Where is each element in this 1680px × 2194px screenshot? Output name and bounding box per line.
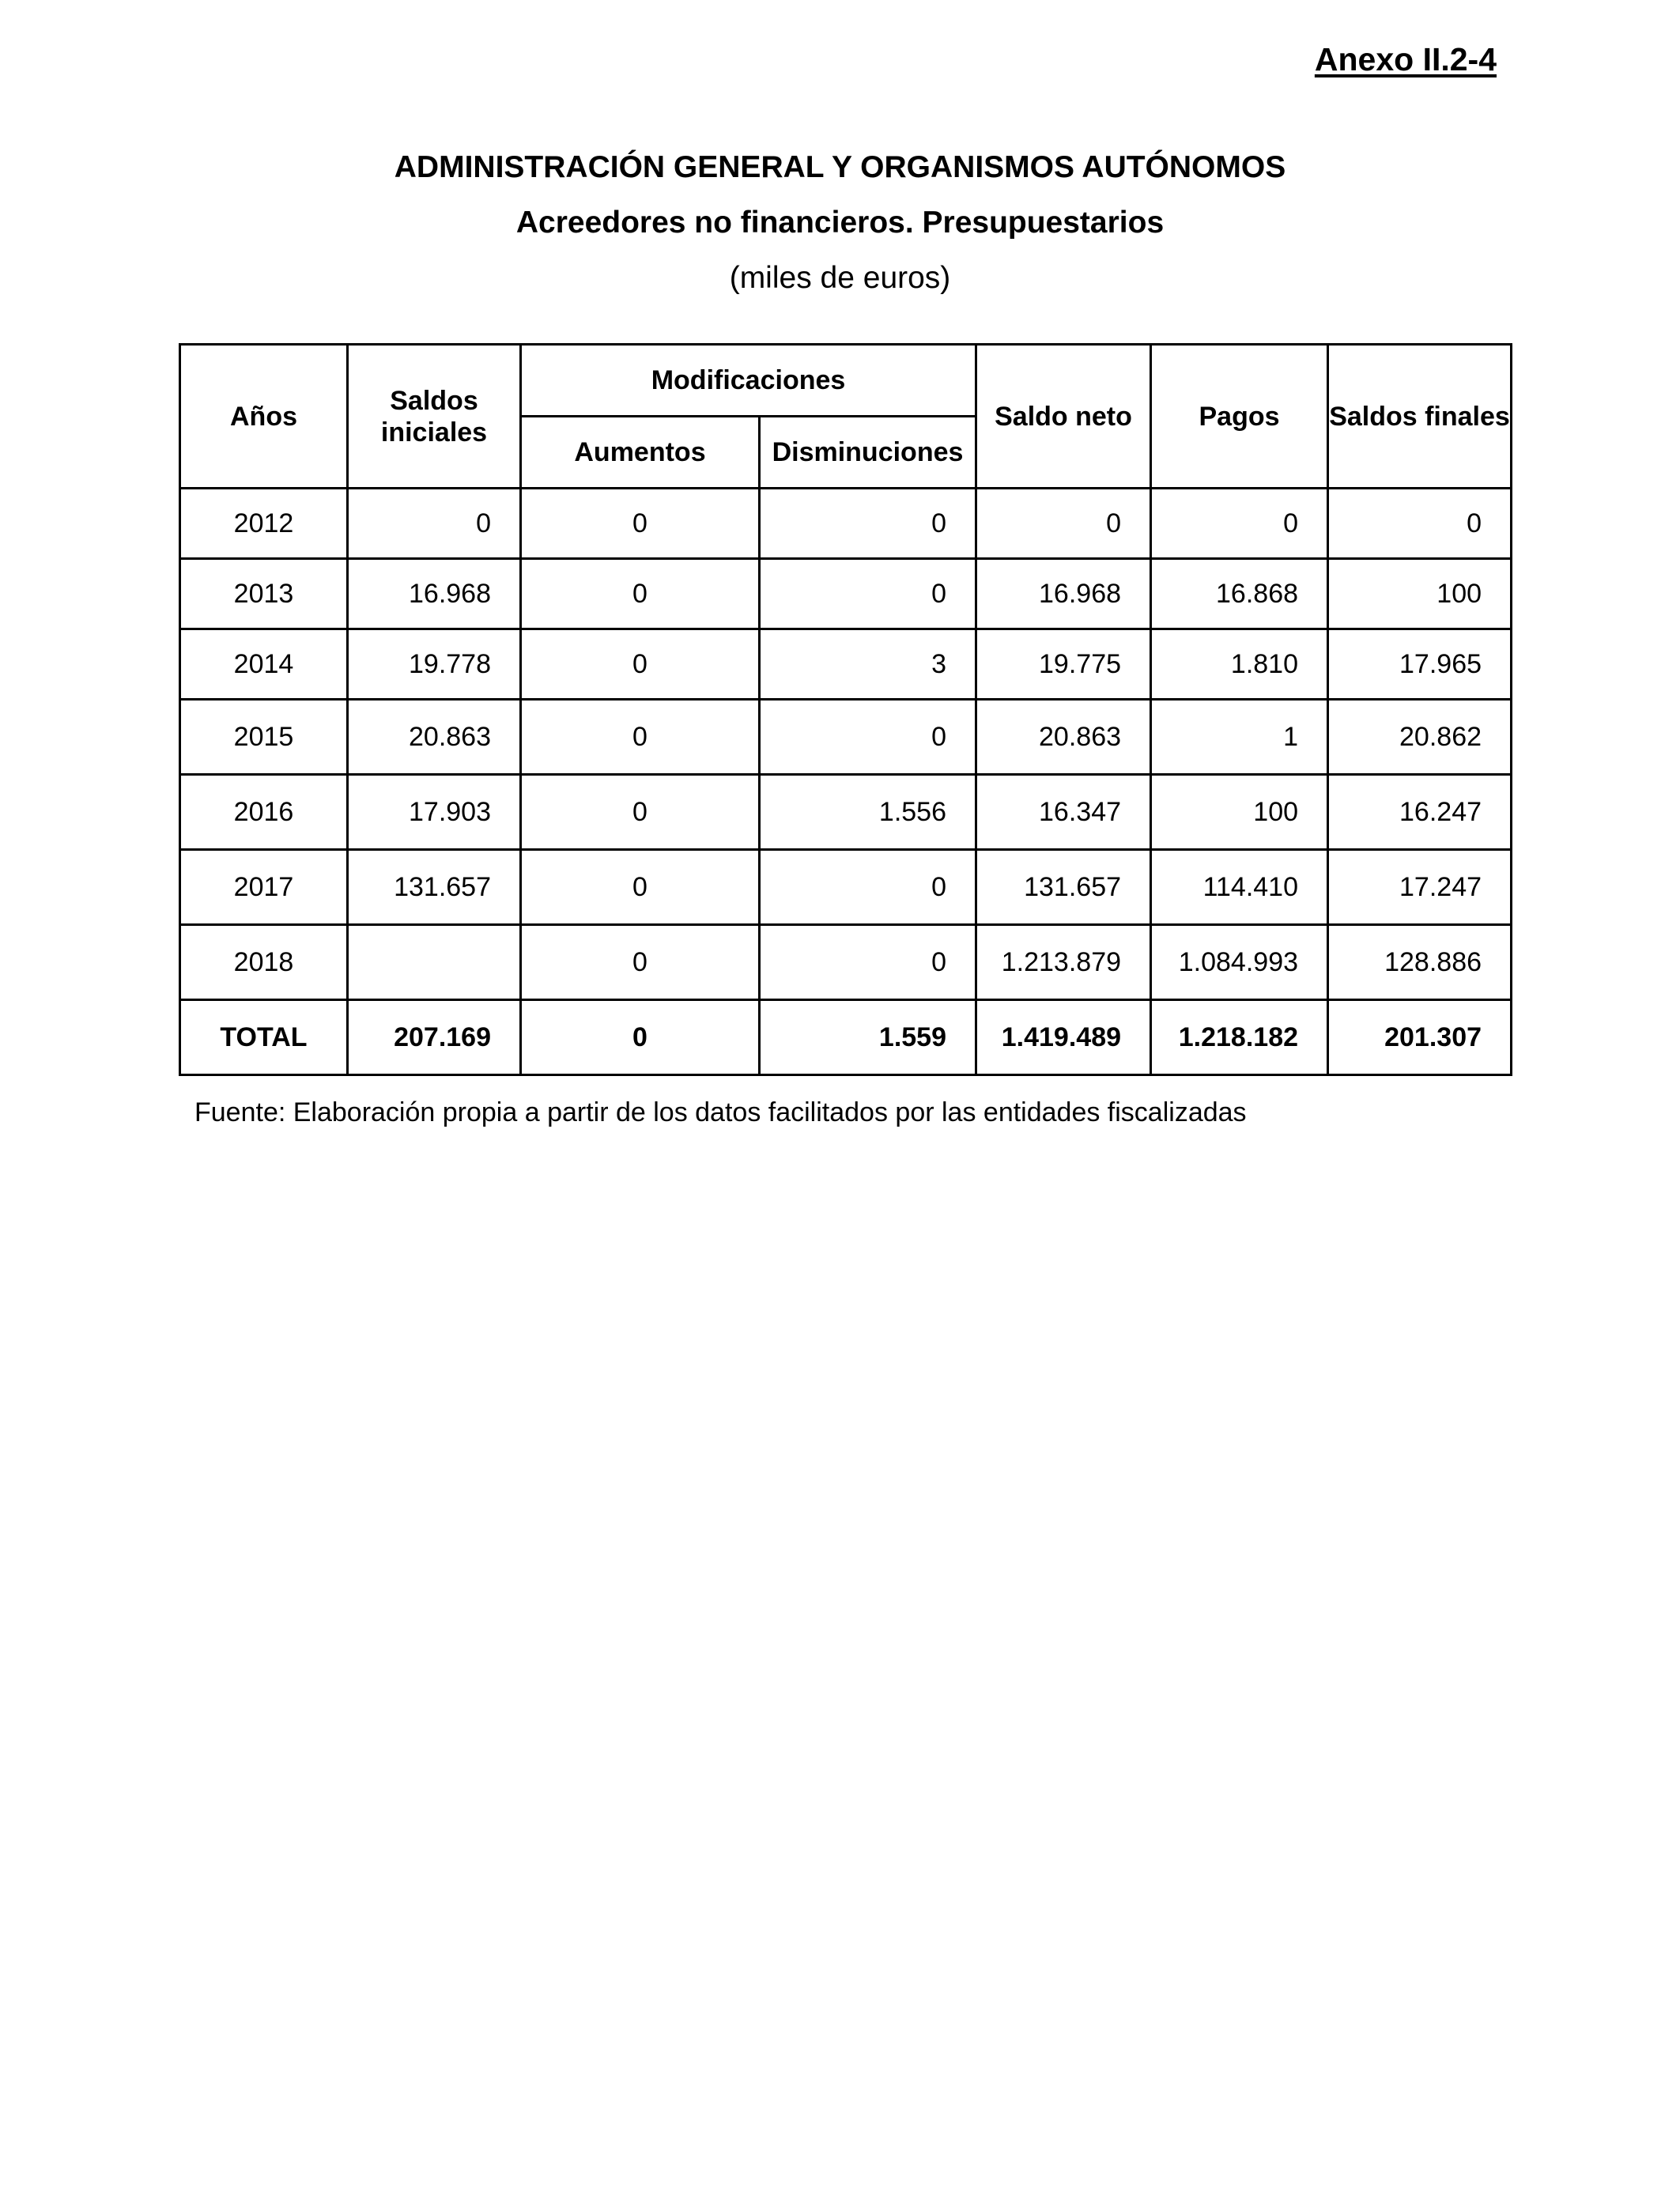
cell-saldos-iniciales — [348, 925, 521, 1000]
table-row — [180, 925, 1512, 1000]
annex-label: Anexo II.2-4 — [1314, 41, 1497, 77]
cell-year: 2017 — [180, 850, 348, 925]
cell-total-saldos-iniciales: 207.169 — [348, 1000, 521, 1075]
cell-saldos-iniciales: 20.863 — [348, 700, 521, 775]
cell-disminuciones: 3 — [760, 629, 976, 700]
cell-aumentos: 0 — [521, 559, 760, 629]
cell-pagos: 16.868 — [1151, 559, 1328, 629]
cell-aumentos: 0 — [521, 700, 760, 775]
cell-aumentos: 0 — [521, 489, 760, 559]
header-saldo-neto: Saldo neto — [976, 345, 1151, 489]
units-note: (miles de euros) — [729, 261, 951, 295]
cell-saldo-neto: 19.775 — [976, 629, 1151, 700]
cell-saldo-neto: 131.657 — [976, 850, 1151, 925]
cell-total-saldo-neto: 1.419.489 — [976, 1000, 1151, 1075]
cell-year: 2012 — [180, 489, 348, 559]
cell-aumentos: 0 — [521, 925, 760, 1000]
header-saldos-finales: Saldos finales — [1328, 345, 1512, 489]
header-years: Años — [180, 345, 348, 489]
cell-total-label: TOTAL — [180, 1000, 348, 1075]
cell-saldos-iniciales: 16.968 — [348, 559, 521, 629]
header-pagos: Pagos — [1151, 345, 1328, 489]
cell-saldos-iniciales: 19.778 — [348, 629, 521, 700]
table-row — [180, 629, 1512, 700]
header-aumentos: Aumentos — [521, 417, 760, 489]
cell-pagos: 0 — [1151, 489, 1328, 559]
header-saldos-iniciales: Saldos iniciales — [348, 345, 521, 489]
cell-total-pagos: 1.218.182 — [1151, 1000, 1328, 1075]
cell-total-saldos-finales: 201.307 — [1328, 1000, 1512, 1075]
cell-pagos: 1.810 — [1151, 629, 1328, 700]
cell-total-disminuciones: 1.559 — [760, 1000, 976, 1075]
cell-pagos: 100 — [1151, 775, 1328, 850]
cell-total-aumentos: 0 — [521, 1000, 760, 1075]
table-row — [180, 489, 1512, 559]
cell-aumentos: 0 — [521, 775, 760, 850]
title-block — [0, 149, 1680, 297]
cell-saldos-finales: 128.886 — [1328, 925, 1512, 1000]
cell-saldo-neto: 16.347 — [976, 775, 1151, 850]
cell-saldo-neto: 16.968 — [976, 559, 1151, 629]
cell-disminuciones: 1.556 — [760, 775, 976, 850]
table-row — [180, 775, 1512, 850]
creditors-table — [179, 343, 1512, 1076]
cell-pagos: 1 — [1151, 700, 1328, 775]
cell-saldos-finales: 0 — [1328, 489, 1512, 559]
cell-saldo-neto: 20.863 — [976, 700, 1151, 775]
cell-saldos-finales: 16.247 — [1328, 775, 1512, 850]
cell-year: 2016 — [180, 775, 348, 850]
main-title: ADMINISTRACIÓN GENERAL Y ORGANISMOS AUTÓNOMOS — [394, 150, 1286, 184]
cell-pagos: 1.084.993 — [1151, 925, 1328, 1000]
total-row — [180, 1000, 1512, 1075]
cell-saldos-finales: 100 — [1328, 559, 1512, 629]
cell-aumentos: 0 — [521, 629, 760, 700]
cell-disminuciones: 0 — [760, 850, 976, 925]
table-row — [180, 700, 1512, 775]
cell-year: 2018 — [180, 925, 348, 1000]
cell-year: 2013 — [180, 559, 348, 629]
cell-year: 2015 — [180, 700, 348, 775]
cell-saldos-finales: 17.247 — [1328, 850, 1512, 925]
cell-pagos: 114.410 — [1151, 850, 1328, 925]
cell-saldos-iniciales: 131.657 — [348, 850, 521, 925]
cell-disminuciones: 0 — [760, 559, 976, 629]
cell-disminuciones: 0 — [760, 489, 976, 559]
header-modificaciones: Modificaciones — [521, 345, 976, 417]
subtitle: Acreedores no financieros. Presupuestarios — [515, 206, 1165, 240]
cell-disminuciones: 0 — [760, 700, 976, 775]
table-row — [180, 559, 1512, 629]
table-row — [180, 850, 1512, 925]
cell-saldo-neto: 1.213.879 — [976, 925, 1151, 1000]
cell-year: 2014 — [180, 629, 348, 700]
header-disminuciones: Disminuciones — [760, 417, 976, 489]
cell-saldos-iniciales: 17.903 — [348, 775, 521, 850]
cell-saldos-iniciales: 0 — [348, 489, 521, 559]
cell-saldos-finales: 20.862 — [1328, 700, 1512, 775]
cell-disminuciones: 0 — [760, 925, 976, 1000]
cell-saldos-finales: 17.965 — [1328, 629, 1512, 700]
source-note: Fuente: Elaboración propia a partir de los datos facilitados por las entidades fiscalizadas — [194, 1097, 1247, 1127]
cell-aumentos: 0 — [521, 850, 760, 925]
cell-saldo-neto: 0 — [976, 489, 1151, 559]
